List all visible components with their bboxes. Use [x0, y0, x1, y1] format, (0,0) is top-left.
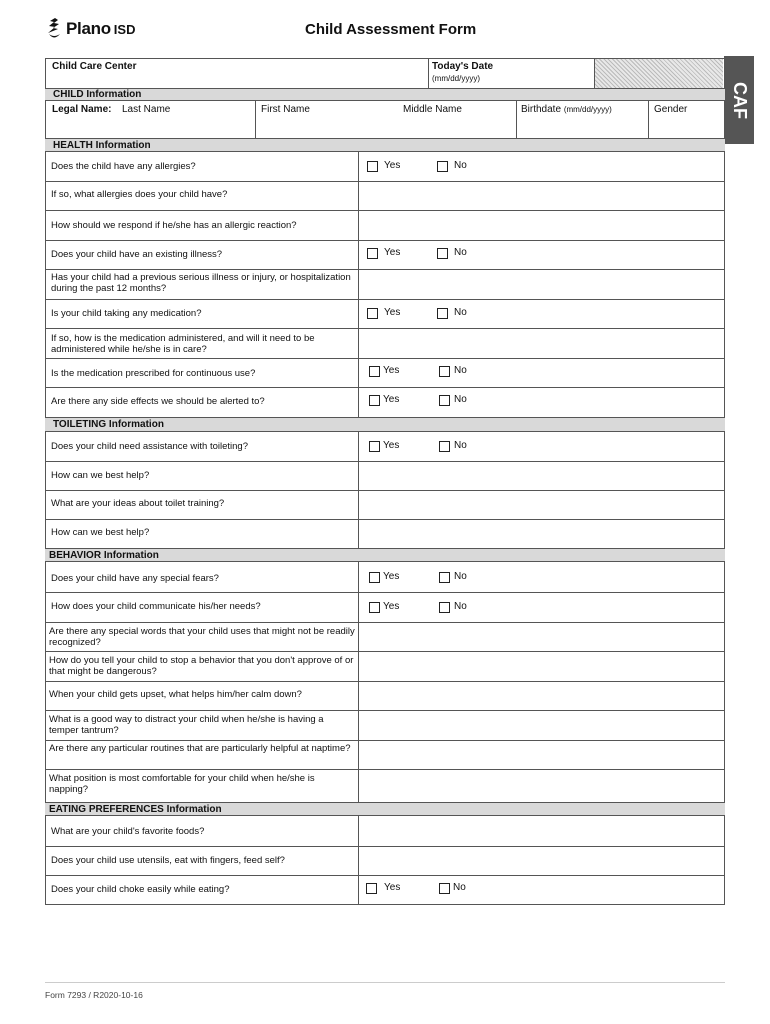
communicate-no-label: No — [454, 601, 467, 612]
side-effects-no-checkbox[interactable] — [439, 395, 450, 406]
side-tab: CAF — [724, 56, 754, 144]
question-existing-illness: Does your child have an existing illness? — [51, 249, 223, 260]
toilet-training-field[interactable] — [359, 491, 724, 519]
logo-isd: ISD — [113, 21, 136, 37]
gender-label: Gender — [654, 104, 688, 115]
choke-no-checkbox[interactable] — [439, 883, 450, 894]
plano-logo-icon — [46, 17, 62, 41]
communicate-no-checkbox[interactable] — [439, 602, 450, 613]
toileting-yes-checkbox[interactable] — [369, 441, 380, 452]
question-calm-down: When your child gets upset, what helps him/her calm down? — [49, 689, 302, 700]
question-which-allergies: If so, what allergies does your child have? — [51, 189, 228, 200]
special-words-field[interactable] — [359, 623, 724, 651]
health-section-header: HEALTH Information — [45, 138, 725, 152]
question-naptime-routines: Are there any particular routines that are particularly helpful at naptime? — [49, 743, 351, 754]
napping-position-field[interactable] — [359, 770, 724, 802]
question-special-fears: Does your child have any special fears? — [51, 573, 219, 584]
todays-date-label: Today's Date — [432, 61, 494, 72]
favorite-foods-field[interactable] — [359, 817, 724, 846]
footer-divider — [45, 982, 725, 983]
toileting-no-checkbox[interactable] — [439, 441, 450, 452]
hatched-area — [594, 59, 723, 88]
question-toilet-training: What are your ideas about toilet training? — [51, 498, 225, 509]
utensils-field[interactable] — [359, 847, 724, 875]
first-name-label: First Name — [261, 104, 310, 115]
behavior-section-header: BEHAVIOR Information — [45, 548, 725, 562]
allergies-yes-label: Yes — [384, 160, 401, 171]
question-continuous-use: Is the medication prescribed for continuous use? — [51, 368, 256, 379]
question-stop-behavior: How do you tell your child to stop a behavior that you don't approve of or that might be dangerous? — [49, 655, 354, 677]
middle-name-label: Middle Name — [403, 104, 462, 115]
choke-yes-label: Yes — [384, 882, 401, 893]
legal-name-label: Legal Name: — [52, 104, 112, 115]
question-napping-position: What position is most comfortable for your child when he/she is napping? — [49, 773, 315, 795]
question-utensils: Does your child use utensils, eat with fingers, feed self? — [51, 855, 285, 866]
question-best-help-2: How can we best help? — [51, 527, 150, 538]
side-effects-yes-checkbox[interactable] — [369, 395, 380, 406]
question-allergic-response: How should we respond if he/she has an allergic reaction? — [51, 220, 297, 231]
stop-behavior-field[interactable] — [359, 652, 724, 681]
temper-tantrum-field[interactable] — [359, 711, 724, 740]
eating-section-header: EATING PREFERENCES Information — [45, 802, 725, 816]
question-best-help-1: How can we best help? — [51, 470, 150, 481]
child-care-center-label: Child Care Center — [52, 61, 137, 72]
last-name-label: Last Name — [122, 104, 171, 115]
toileting-section-header: TOILETING Information — [45, 417, 725, 432]
best-help-1-field[interactable] — [359, 462, 724, 490]
question-previous-illness: Has your child had a previous serious illness or injury, or hospitalization during the past 12 months? — [51, 272, 351, 294]
question-toileting-assistance: Does your child need assistance with toileting? — [51, 441, 248, 452]
naptime-routines-field[interactable] — [359, 741, 724, 769]
medication-yes-checkbox[interactable] — [367, 308, 378, 319]
fears-no-checkbox[interactable] — [439, 572, 450, 583]
illness-yes-checkbox[interactable] — [367, 248, 378, 259]
side-effects-no-label: No — [454, 394, 467, 405]
question-side-effects: Are there any side effects we should be alerted to? — [51, 396, 265, 407]
continuous-yes-checkbox[interactable] — [369, 366, 380, 377]
fears-yes-checkbox[interactable] — [369, 572, 380, 583]
illness-yes-label: Yes — [384, 247, 401, 258]
calm-down-field[interactable] — [359, 682, 724, 710]
medication-yes-label: Yes — [384, 307, 401, 318]
continuous-no-checkbox[interactable] — [439, 366, 450, 377]
child-section-header: CHILD Information — [45, 88, 725, 101]
best-help-2-field[interactable] — [359, 520, 724, 548]
question-medication: Is your child taking any medication? — [51, 308, 202, 319]
side-effects-yes-label: Yes — [383, 394, 400, 405]
page-title: Child Assessment Form — [305, 21, 477, 38]
continuous-no-label: No — [454, 365, 467, 376]
toileting-no-label: No — [454, 440, 467, 451]
plano-isd-logo — [46, 14, 135, 44]
continuous-yes-label: Yes — [383, 365, 400, 376]
birthdate-label: Birthdate (mm/dd/yyyy) — [521, 104, 612, 115]
question-communicate-needs: How does your child communicate his/her needs? — [51, 601, 261, 612]
choke-no-label: No — [453, 882, 466, 893]
allergies-yes-checkbox[interactable] — [367, 161, 378, 172]
illness-no-label: No — [454, 247, 467, 258]
question-special-words: Are there any special words that your child uses that might not be readily recognized? — [49, 626, 355, 648]
toileting-yes-label: Yes — [383, 440, 400, 451]
allergies-no-label: No — [454, 160, 467, 171]
logo-text: Plano — [66, 19, 111, 38]
communicate-yes-label: Yes — [383, 601, 400, 612]
fears-no-label: No — [454, 571, 467, 582]
fears-yes-label: Yes — [383, 571, 400, 582]
question-temper-tantrum: What is a good way to distract your child when he/she is having a temper tantrum? — [49, 714, 324, 736]
medication-administered-field[interactable] — [359, 329, 724, 358]
choke-yes-checkbox[interactable] — [366, 883, 377, 894]
illness-no-checkbox[interactable] — [437, 248, 448, 259]
medication-no-label: No — [454, 307, 467, 318]
question-medication-administered: If so, how is the medication administered, and will it need to be administered while he/she is in care? — [51, 333, 315, 355]
question-choke: Does your child choke easily while eating? — [51, 884, 230, 895]
allergies-no-checkbox[interactable] — [437, 161, 448, 172]
previous-illness-field[interactable] — [359, 270, 724, 299]
question-allergies: Does the child have any allergies? — [51, 161, 196, 172]
date-format-hint: (mm/dd/yyyy) — [432, 74, 480, 83]
which-allergies-field[interactable] — [359, 182, 724, 210]
allergic-response-field[interactable] — [359, 211, 724, 240]
question-favorite-foods: What are your child's favorite foods? — [51, 826, 205, 837]
form-number: Form 7293 / R2020-10-16 — [45, 990, 143, 1000]
medication-no-checkbox[interactable] — [437, 308, 448, 319]
communicate-yes-checkbox[interactable] — [369, 602, 380, 613]
